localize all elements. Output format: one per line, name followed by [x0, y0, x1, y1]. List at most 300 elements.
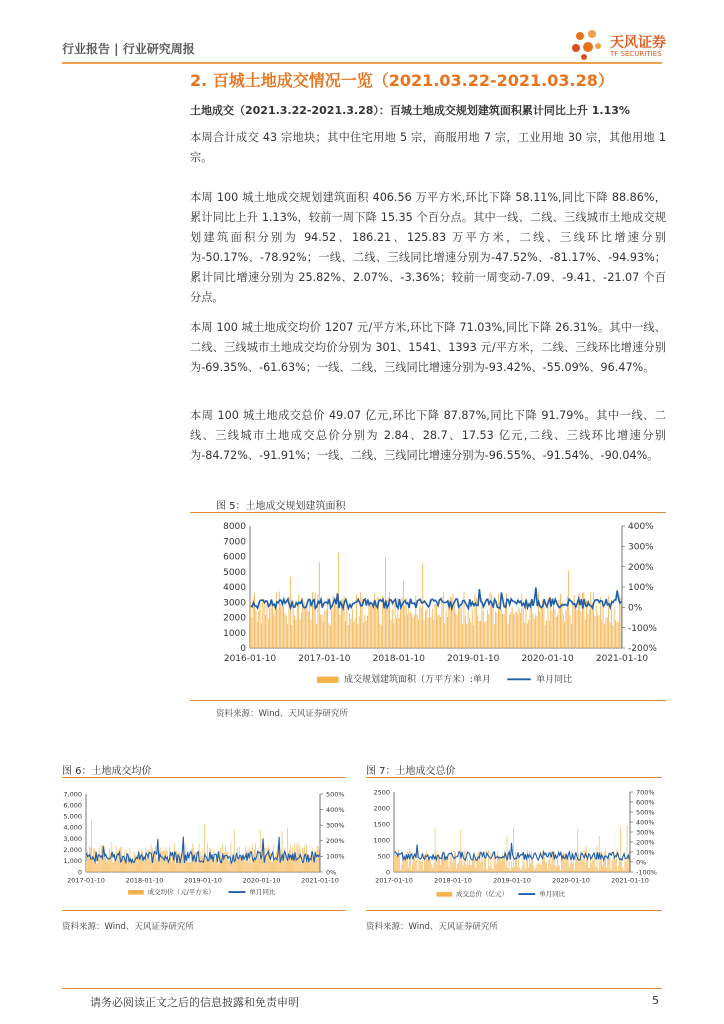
bar: [411, 870, 412, 872]
bar: [589, 609, 590, 648]
bar: [457, 615, 458, 648]
header-breadcrumb: 行业报告 | 行业研究周报: [62, 42, 195, 56]
y-tick-label: 0: [77, 868, 82, 877]
bar: [589, 868, 590, 872]
bar: [596, 605, 597, 648]
bar: [201, 856, 202, 872]
bar: [488, 614, 489, 648]
bar: [264, 599, 265, 648]
bar: [453, 857, 454, 872]
bar: [612, 861, 613, 872]
bar: [160, 847, 161, 872]
bar: [463, 865, 464, 872]
bar: [504, 615, 505, 648]
bar: [421, 861, 422, 872]
bar: [271, 862, 272, 872]
bar: [479, 621, 480, 648]
bar: [480, 621, 481, 648]
bar: [517, 867, 518, 872]
bar: [305, 862, 306, 872]
bar: [465, 616, 466, 648]
bar: [422, 564, 423, 648]
sub-title: 土地成交（2021.3.22-2021.3.28）：百城土地成交规划建筑面积累计同比上升 1.13%: [190, 104, 630, 117]
bar: [558, 865, 559, 872]
bar: [542, 851, 543, 872]
bar: [318, 847, 319, 872]
bar: [88, 854, 89, 872]
bar: [481, 856, 482, 872]
bar: [495, 612, 496, 648]
bar: [306, 602, 307, 648]
bar: [142, 851, 143, 872]
bar: [605, 849, 606, 872]
y2-tick-label: 0%: [636, 858, 647, 867]
bar: [320, 615, 321, 648]
bar: [461, 830, 462, 872]
bar: [583, 856, 584, 872]
bar: [290, 577, 291, 648]
bar: [311, 619, 312, 648]
bar: [254, 593, 255, 648]
bar: [628, 858, 629, 872]
bar: [512, 607, 513, 648]
bar: [123, 859, 124, 872]
figure-7-bottom-divider: [366, 910, 662, 911]
bar: [184, 864, 185, 872]
bar: [210, 848, 211, 872]
bar: [399, 618, 400, 648]
bar: [295, 620, 296, 648]
bar: [613, 858, 614, 872]
bar: [270, 853, 271, 872]
bar: [522, 867, 523, 872]
bar: [90, 847, 91, 872]
bar: [532, 859, 533, 872]
bar: [317, 846, 318, 872]
bar: [472, 609, 473, 648]
bar: [449, 868, 450, 872]
bar: [455, 613, 456, 648]
x-tick-label: 2017-01-10: [67, 876, 105, 885]
bar: [459, 608, 460, 648]
y-tick-label: 8000: [223, 522, 246, 533]
bar: [468, 611, 469, 648]
bar: [572, 864, 573, 872]
bar: [512, 867, 513, 872]
bar: [273, 614, 274, 648]
bar: [465, 852, 466, 872]
bar: [556, 617, 557, 648]
bar: [323, 621, 324, 648]
bar: [272, 601, 273, 648]
bar: [462, 624, 463, 648]
bar: [510, 870, 511, 872]
y-tick-label: 2,000: [63, 845, 82, 854]
bar: [282, 606, 283, 648]
legend-label-line: 单月同比: [536, 675, 573, 685]
bar: [521, 870, 522, 872]
bar: [555, 865, 556, 872]
bar: [299, 849, 300, 872]
bar: [481, 598, 482, 648]
bar: [482, 860, 483, 872]
bar: [443, 592, 444, 648]
figure-7-source: 资料来源：Wind、天风证券研究所: [366, 922, 498, 932]
y-tick-label: 1500: [373, 820, 390, 829]
bar: [554, 609, 555, 648]
bar: [114, 862, 115, 872]
bar: [439, 858, 440, 872]
bar: [179, 851, 180, 872]
bar: [573, 862, 574, 872]
bar: [167, 850, 168, 872]
bar: [427, 859, 428, 872]
bar: [143, 858, 144, 872]
bar: [157, 857, 158, 872]
bar: [235, 861, 236, 872]
bar: [471, 865, 472, 872]
bar: [454, 851, 455, 872]
bar: [584, 851, 585, 872]
bar: [368, 604, 369, 648]
bar: [501, 609, 502, 648]
bar: [276, 851, 277, 872]
bar: [488, 850, 489, 872]
bar: [611, 608, 612, 648]
bar: [246, 846, 247, 872]
bar: [137, 863, 138, 872]
x-tick-label: 2018-01-10: [372, 654, 425, 664]
bar: [458, 610, 459, 648]
bar: [604, 624, 605, 648]
x-tick-label: 2017-01-10: [375, 876, 413, 885]
y2-tick-label: 400%: [326, 805, 345, 814]
bar: [527, 624, 528, 648]
bar: [426, 609, 427, 648]
figure-6-bottom-divider: [62, 910, 346, 911]
bar: [414, 854, 415, 872]
bar: [444, 623, 445, 648]
bar: [207, 843, 208, 872]
bar: [260, 830, 261, 872]
y-tick-label: 500: [377, 852, 390, 861]
bar: [440, 865, 441, 872]
figure-7-divider: [366, 777, 662, 778]
bar: [91, 820, 92, 872]
bar: [572, 601, 573, 648]
y-tick-label: 5,000: [63, 812, 82, 821]
bar: [485, 857, 486, 872]
bar: [407, 614, 408, 648]
bar: [614, 608, 615, 648]
bar: [549, 621, 550, 648]
y2-tick-label: -200%: [628, 644, 657, 655]
bar: [247, 850, 248, 872]
legend-swatch-bar: [128, 890, 144, 895]
bar: [545, 863, 546, 872]
bar: [263, 854, 264, 872]
bar: [399, 855, 400, 872]
bar: [414, 615, 415, 648]
bar: [190, 862, 191, 872]
bar: [381, 625, 382, 648]
bar: [316, 624, 317, 648]
bar: [553, 602, 554, 648]
bar: [615, 620, 616, 648]
y-tick-label: 1000: [373, 836, 390, 845]
bar: [308, 611, 309, 648]
y-tick-label: 6,000: [63, 801, 82, 810]
bar: [519, 608, 520, 648]
y2-tick-label: -100%: [636, 868, 657, 877]
bar: [487, 870, 488, 872]
y-tick-label: 2000: [223, 613, 246, 624]
bar: [280, 604, 281, 648]
bar: [371, 606, 372, 648]
bar: [447, 858, 448, 872]
bar: [597, 615, 598, 648]
bar: [496, 863, 497, 872]
bar: [400, 870, 401, 872]
footer-disclaimer: 请务必阅读正文之后的信息披露和免责申明: [90, 996, 299, 1009]
chart-avg-price: [58, 780, 348, 904]
bar: [375, 605, 376, 648]
bar: [170, 857, 171, 872]
bar: [466, 865, 467, 872]
bar: [286, 862, 287, 872]
bar: [428, 618, 429, 648]
paragraph-price: 本周 100 城土地成交均价 1207 元/平方米,环比下降 71.03%,同比下降 26.31%。其中一线、二线、三线城市土地成交均价分别为 301、1541、1393 元/平方米，二线、三线环比增速分别为-69.35%、-61.63%；一线、二线、三线同比增速分别为-93.42%、-55.09%、96.47%。: [190, 321, 666, 374]
bar: [515, 613, 516, 648]
bar: [476, 868, 477, 872]
bar: [539, 863, 540, 872]
bar: [594, 616, 595, 648]
bar: [561, 602, 562, 648]
bar: [509, 615, 510, 648]
bar: [518, 857, 519, 872]
bar: [208, 861, 209, 872]
bar: [423, 870, 424, 872]
bar: [492, 607, 493, 648]
bar: [395, 599, 396, 648]
bar: [528, 868, 529, 872]
y2-tick-label: 600%: [636, 798, 655, 807]
bar: [590, 592, 591, 648]
bar: [470, 622, 471, 648]
bar: [565, 853, 566, 872]
bar: [525, 868, 526, 872]
bar: [340, 615, 341, 648]
y2-tick-label: 200%: [636, 838, 655, 847]
bar: [510, 612, 511, 648]
bar: [433, 868, 434, 872]
y2-tick-label: 300%: [636, 828, 655, 837]
bar: [577, 829, 578, 872]
bar: [579, 853, 580, 872]
bar: [621, 862, 622, 872]
bar: [262, 599, 263, 648]
bar: [349, 613, 350, 648]
bar: [629, 851, 630, 872]
x-tick-label: 2021-01-10: [611, 876, 649, 885]
bar: [297, 845, 298, 872]
logo-icon: [570, 28, 606, 62]
section-title: 2. 百城土地成交情况一览（2021.03.22-2021.03.28）: [190, 71, 614, 90]
legend-label-line: 单月同比: [249, 888, 276, 896]
bar: [453, 594, 454, 648]
bar: [163, 851, 164, 872]
bar: [223, 859, 224, 872]
bar: [422, 860, 423, 872]
bar: [533, 865, 534, 872]
bar: [248, 862, 249, 872]
bar: [597, 845, 598, 872]
bar: [469, 618, 470, 648]
bar: [198, 860, 199, 872]
bar: [530, 602, 531, 648]
bar: [437, 615, 438, 648]
bar: [274, 859, 275, 872]
paragraph-area: 本周 100 城土地成交规划建筑面积 406.56 万平方米,环比下降 58.11%,同比下降 88.86%，累计同比上升 1.13%，较前一周下降 15.35 个百分点。其中一线、二线、三线城市土地成交规划建筑面积分别为 94.52、186.21、125.83 万平方米，二线、三线环比增速分别为-50.17%、-78.92%；一线、二线、三线同比增速分别为-47.52%、-81.17%、-94.93%；累计同比增速分别为 25.82%、2.07%、-3.36%；较前一周变动-7.09、-9.41、-21.07 个百分点。: [190, 191, 666, 304]
bar: [329, 623, 330, 648]
logo-name: 天风证券: [610, 35, 666, 51]
bar: [237, 848, 238, 872]
bar: [582, 860, 583, 872]
bar: [101, 845, 102, 872]
bar: [618, 621, 619, 648]
y-tick-label: 3000: [223, 598, 246, 609]
legend-label-bar: 成交总价（亿元）: [455, 890, 508, 898]
bar: [611, 869, 612, 872]
bar: [483, 611, 484, 648]
bar: [580, 862, 581, 872]
bar: [530, 864, 531, 872]
bar: [239, 847, 240, 872]
bar: [287, 624, 288, 648]
bar: [468, 865, 469, 872]
bar: [300, 620, 301, 648]
bar: [287, 828, 288, 872]
bar: [559, 866, 560, 872]
bar: [524, 623, 525, 648]
bar: [610, 622, 611, 648]
x-tick-label: 2019-01-10: [493, 876, 531, 885]
y-tick-label: 1000: [223, 628, 246, 639]
bar: [566, 610, 567, 648]
bar: [275, 859, 276, 872]
x-tick-label: 2016-01-10: [223, 654, 277, 664]
bar: [260, 600, 261, 648]
bar: [454, 605, 455, 648]
bar: [626, 862, 627, 872]
bar: [216, 859, 217, 872]
y2-tick-label: 500%: [636, 808, 655, 817]
bar: [290, 844, 291, 872]
bar: [508, 868, 509, 872]
bar: [514, 866, 515, 872]
bar: [434, 863, 435, 872]
bar: [309, 603, 310, 648]
bar: [112, 842, 113, 872]
bar: [442, 596, 443, 648]
y2-tick-label: 300%: [628, 542, 654, 553]
bar: [212, 861, 213, 872]
bar: [410, 611, 411, 648]
bar: [432, 864, 433, 872]
bar: [133, 862, 134, 872]
y2-tick-label: 500%: [326, 790, 345, 799]
logo-en: TF SECURITIES: [610, 50, 662, 58]
bar: [503, 859, 504, 872]
bar: [326, 610, 327, 648]
bar: [413, 858, 414, 872]
bar: [531, 852, 532, 872]
y2-tick-label: 100%: [628, 583, 654, 594]
bar: [571, 624, 572, 648]
header-divider: [62, 62, 662, 64]
bar: [585, 619, 586, 648]
bar: [417, 859, 418, 872]
bar: [204, 824, 205, 872]
bar: [331, 610, 332, 648]
bar: [433, 620, 434, 648]
bar: [268, 846, 269, 872]
bar: [301, 863, 302, 872]
bar: [307, 862, 308, 872]
y2-tick-label: 400%: [628, 522, 654, 533]
bar: [596, 867, 597, 872]
bar: [352, 609, 353, 648]
x-tick-label: 2018-01-10: [434, 876, 472, 885]
bar: [419, 851, 420, 872]
bar: [251, 618, 252, 648]
bar: [298, 843, 299, 872]
bar: [430, 860, 431, 872]
bar: [520, 867, 521, 872]
page-number: 5: [652, 994, 659, 1007]
bar: [293, 861, 294, 872]
y2-tick-label: 100%: [326, 852, 345, 861]
bar: [225, 846, 226, 872]
bar: [146, 847, 147, 872]
bar: [305, 609, 306, 648]
bar: [594, 860, 595, 872]
bar: [141, 849, 142, 872]
bar: [394, 856, 395, 872]
bar: [162, 851, 163, 872]
bar: [624, 870, 625, 872]
bar: [418, 870, 419, 872]
bar: [541, 605, 542, 648]
x-tick-label: 2020-01-10: [552, 876, 590, 885]
bar: [552, 611, 553, 648]
bar: [486, 869, 487, 872]
bar: [569, 867, 570, 872]
bar: [439, 615, 440, 648]
bar: [459, 855, 460, 872]
series-line-yoy: [395, 843, 630, 861]
y-tick-label: 6000: [223, 552, 246, 563]
bar: [249, 847, 250, 872]
bar: [551, 864, 552, 872]
bar: [408, 867, 409, 872]
bar: [578, 595, 579, 648]
bar: [444, 859, 445, 872]
bar: [409, 849, 410, 872]
bar: [419, 605, 420, 648]
bar: [507, 836, 508, 872]
bar: [403, 581, 404, 648]
